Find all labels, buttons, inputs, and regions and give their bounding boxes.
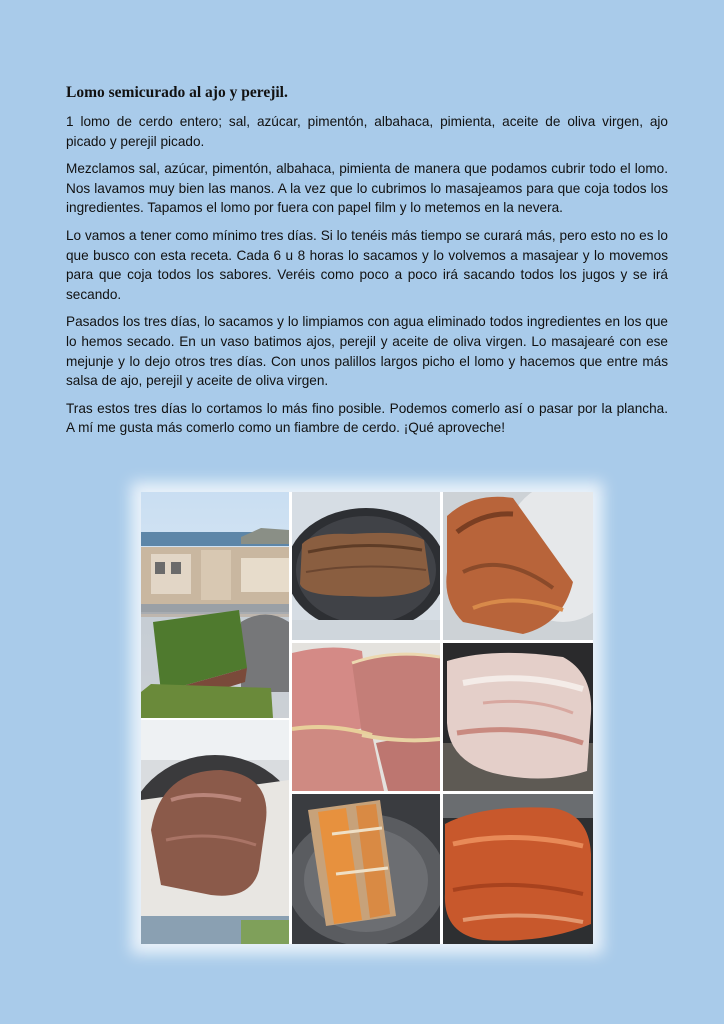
photo-brown-loin-paper [141, 720, 289, 944]
recipe-title: Lomo semicurado al ajo y perejil. [66, 84, 288, 101]
step-paragraph-4: Tras estos tres días lo cortamos lo más fino posible. Podemos comerlo así o pasar por la plancha. A mí me gusta más comerlo como un fiambre de cerdo. ¡Qué aproveche! [66, 400, 668, 436]
photo-loin-on-plate [292, 794, 440, 944]
step-paragraph-2: Lo vamos a tener como mínimo tres días. Si lo tenéis más tiempo se curará más, pero esto no es lo que busco con esta receta. Cada 6 u 8 horas lo sacamos y lo volvemos a masajear y lo movemos para que coja todos los sabores. Veréis como poco a poco irá sacando todos los jugos y se irá secando. [66, 227, 668, 302]
photo-sliced-loin [292, 643, 440, 791]
photo-wrapped-loin [443, 643, 593, 791]
step-paragraph-1: Mezclamos sal, azúcar, pimentón, albahaca, pimienta de manera que podamos cubrir todo el lomo. Nos lavamos muy bien las manos. A la vez que lo cubrimos lo masajeamos para que coja todos los ingredientes. Tapamos el lomo por fuera con papel film y lo metemos en la nevera. [66, 161, 668, 216]
photo-collage [141, 492, 593, 944]
photo-paprika-loin [443, 794, 593, 944]
photo-loin-in-pan [292, 492, 440, 640]
ingredients-paragraph: 1 lomo de cerdo entero; sal, azúcar, pimentón, albahaca, pimienta, aceite de oliva virgen, ajo picado y perejil picado. [66, 114, 668, 149]
recipe-text [66, 84, 668, 446]
photo-balcony-green-loin [141, 492, 289, 718]
step-paragraph-3: Pasados los tres días, lo sacamos y lo limpiamos con agua eliminado todos ingredientes en los que lo hemos secado. En un vaso batimos ajos, perejil y aceite de oliva virgen. Lo masajearé con ese mejunje y lo dejo otros tres días. Con unos palillos largos picho el lomo y hacemos que entre más salsa de ajo, perejil y aceite de oliva virgen. [66, 314, 668, 389]
photo-spiced-loin [443, 492, 593, 640]
